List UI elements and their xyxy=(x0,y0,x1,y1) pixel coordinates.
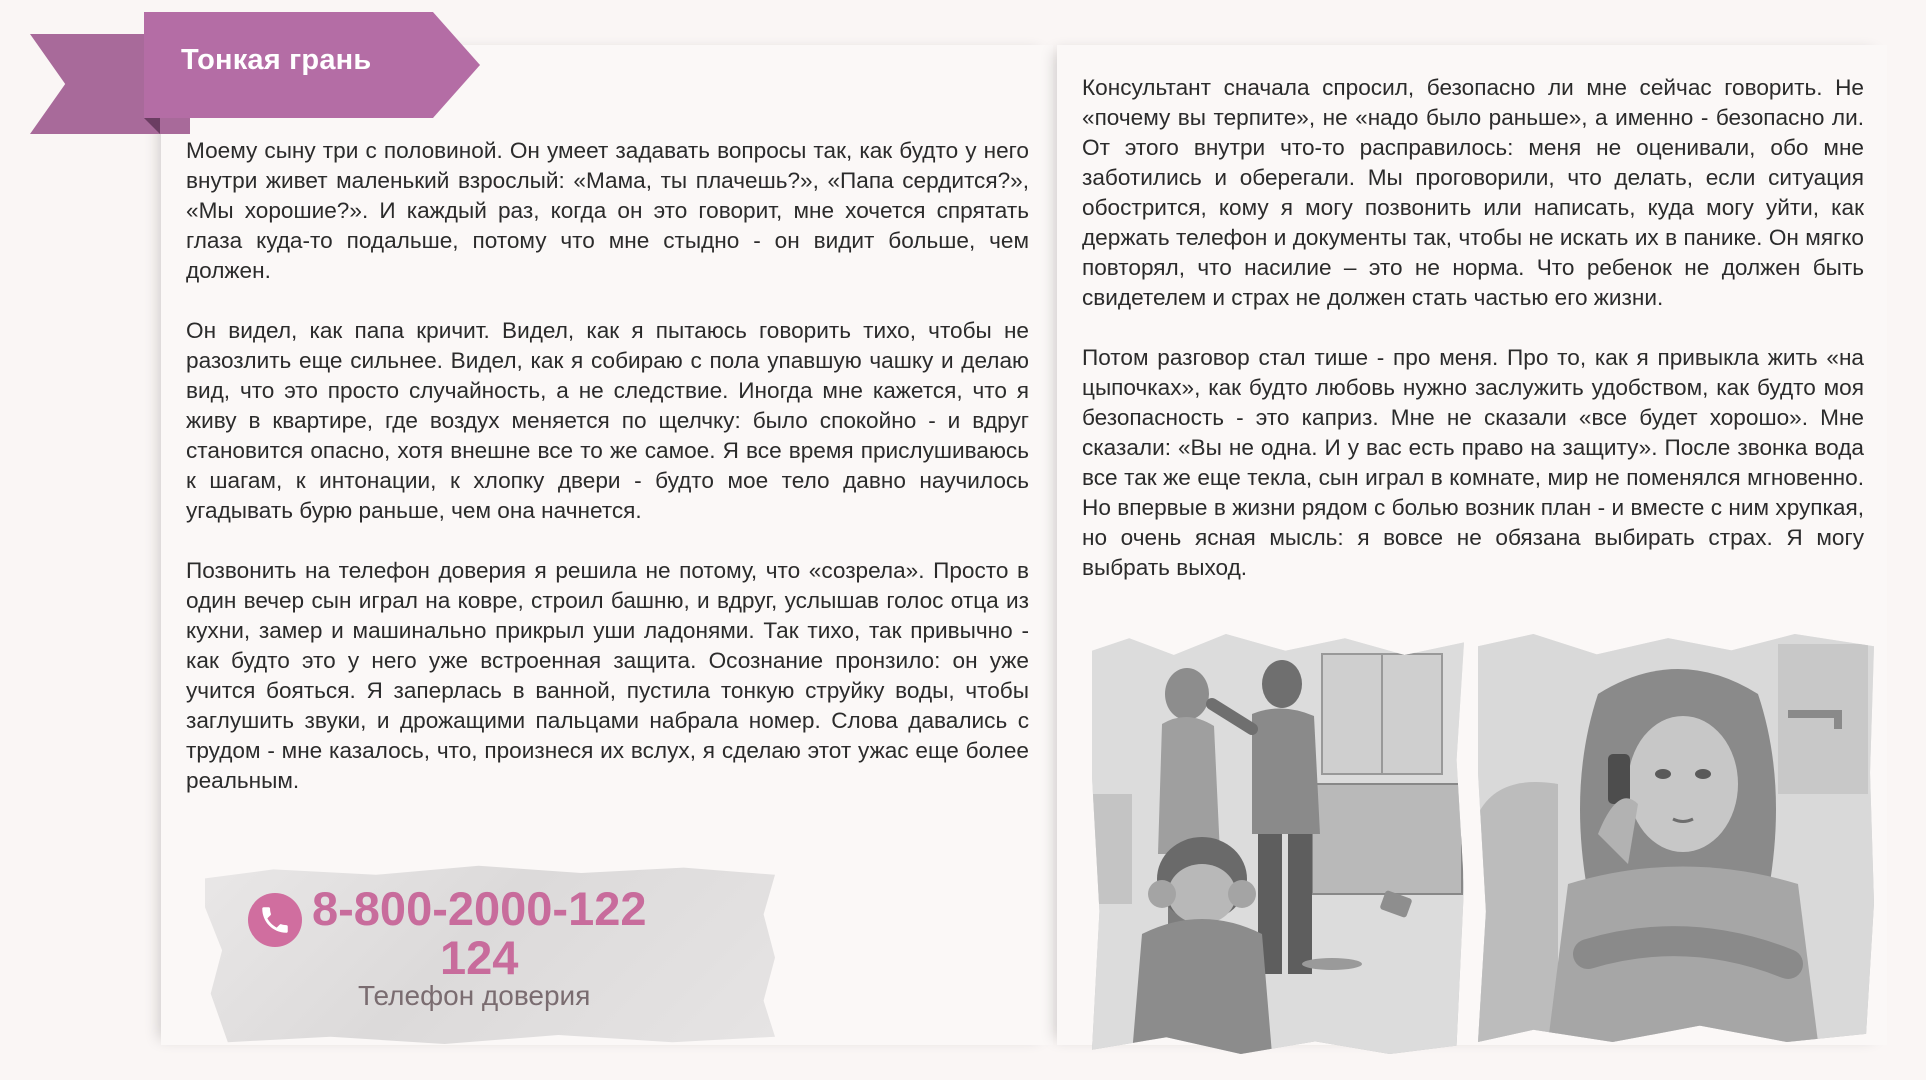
kitchen-scene-drawing xyxy=(1092,634,1464,1054)
illustration-kitchen-scene xyxy=(1092,634,1464,1054)
hotline-number: 8-800-2000-122 xyxy=(312,882,647,935)
paragraph: Позвонить на телефон доверия я решила не потому, что «созрела». Просто в один вечер сын играл на ковре, строил башню, и вдруг, услышав голос отца из кухни, замер и машинально прикрыл уши ладонями. Так тихо, так привычно - как будто это у него уже встроенная защита. Осознание пронзило: он уже учится бояться. Я заперлась в ванной, пустила тонкую струйку воды, чтобы заглушить звуки, и дрожащими пальцами набрала номер. Слова давались с трудом - мне казалось, что, произнеся их вслух, я сделаю этот ужас еще более реальным. xyxy=(186,558,1029,793)
phone-icon xyxy=(248,893,302,947)
hotline-number-suffix: 124 xyxy=(440,931,519,984)
woman-on-phone-drawing xyxy=(1478,634,1874,1042)
hotline-caption: Телефон доверия xyxy=(358,980,591,1011)
page-title: Тонкая грань xyxy=(181,44,372,76)
illustration-woman-on-phone xyxy=(1478,634,1874,1042)
right-text-column xyxy=(1082,73,1864,613)
paragraph: Консультант сначала спросил, безопасно ли мне сейчас говорить. Не «почему вы терпите», не «надо было раньше», а именно - безопасно ли. От этого внутри что-то расправилось: меня не оценивали, обо мне заботились и оберегали. Мы проговорили, что делать, если ситуация обострится, кому я могу позвонить или написать, куда могу уйти, как держать телефон и документы так, чтобы не искать их в панике. Он мягко повторял, что насилие – это не норма. Что ребенок не должен быть свидетелем и страх не должен стать частью его жизни. xyxy=(1082,75,1864,310)
paragraph: Потом разговор стал тише - про меня. Про то, как я привыкла жить «на цыпочках», как будто любовь нужно заслужить удобством, как будто моя безопасность - это каприз. Мне не сказали «все будет хорошо». Мне сказали: «Вы не одна. И у вас есть право на защиту». После звонка вода все так же еще текла, сын играл в комнате, мир не поменялся мгновенно. Но впервые в жизни рядом с болью возник план - и вместе с ним хрупкая, но очень ясная мысль: я вовсе не обязана выбирать страх. Я могу выбрать выход. xyxy=(1082,345,1864,580)
paragraph: Моему сыну три с половиной. Он умеет задавать вопросы так, как будто у него внутри живет маленький взрослый: «Мама, ты плачешь?», «Папа сердится?», «Мы хорошие?». И каждый раз, когда он это говорит, мне хочется спрятать глаза куда-то подальше, потому что мне стыдно - он видит больше, чем должен. xyxy=(186,138,1029,283)
paragraph: Он видел, как папа кричит. Видел, как я пытаюсь говорить тихо, чтобы не разозлить еще сильнее. Видел, как я собираю с пола упавшую чашку и делаю вид, что это просто случайность, а не следствие. Иногда мне кажется, что я живу в квартире, где воздух меняется по щелчку: было спокойно - и вдруг становится опасно, хотя внешне все то же самое. Я все время прислушиваюсь к шагам, к интонации, к хлопку двери - будто мое тело давно научилось угадывать бурю раньше, чем она начнется. xyxy=(186,318,1029,523)
left-text-column xyxy=(186,136,1029,826)
